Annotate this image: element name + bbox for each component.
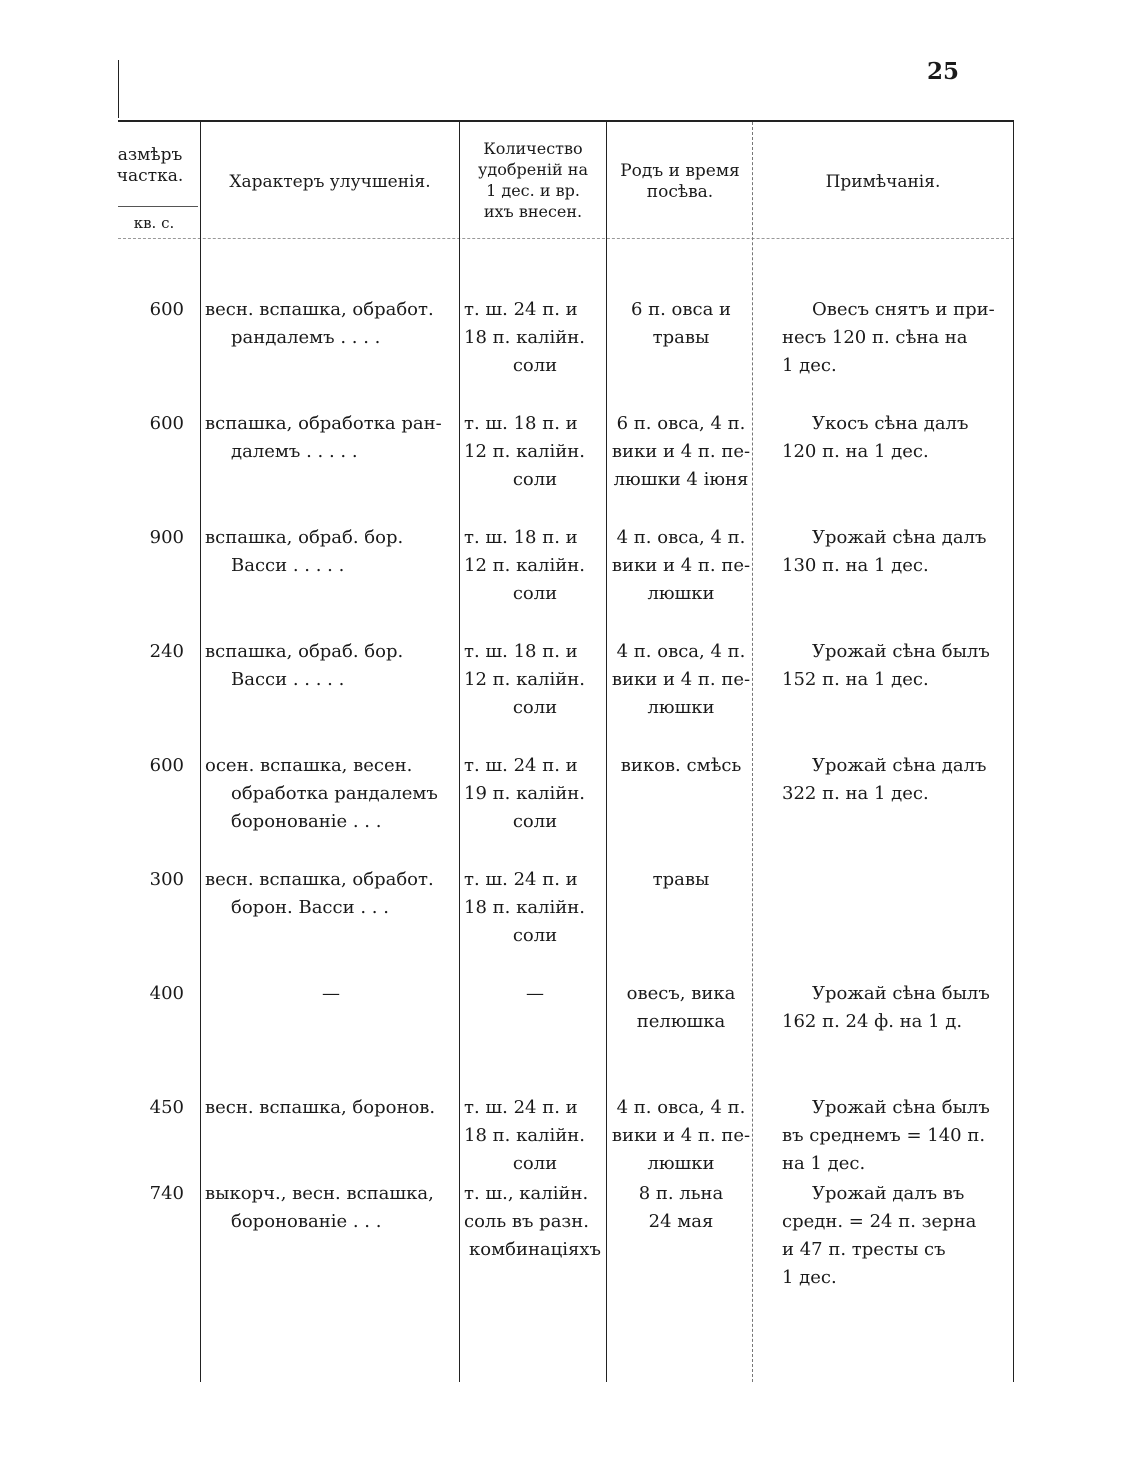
- header-fertilizer: Количество удобреній на 1 дес. и вр. ихъ внесен.: [478, 139, 588, 221]
- cell-fertilizer: т. ш. 24 п. и 18 п. калійн. соли: [464, 1097, 585, 1174]
- cell-fertilizer: т. ш. 24 п. и 18 п. калійн. соли: [464, 299, 585, 376]
- header-size-unit: кв. с.: [133, 213, 175, 232]
- col-divider-1: [200, 122, 201, 1382]
- cell-sowing: 4 п. овса, 4 п. вики и 4 п. пе- люшки: [611, 641, 751, 718]
- cell-character: осен. вспашка, весен. обработка рандалемъ боронованіе . . .: [205, 755, 438, 832]
- cell-sowing: 4 п. овса, 4 п. вики и 4 п. пе- люшки: [611, 1097, 751, 1174]
- cell-size: 900: [149, 527, 184, 548]
- cell-notes: Урожай сѣна далъ 130 п. на 1 дес.: [782, 527, 987, 576]
- header-character: Характеръ улучшенія.: [229, 171, 431, 192]
- cell-size: 600: [149, 299, 184, 320]
- header-size: азмѣръ частка.: [116, 145, 184, 186]
- cell-size: 600: [149, 413, 184, 434]
- cell-sowing: 6 п. овса, 4 п. вики и 4 п. пе- люшки 4 іюня: [611, 413, 751, 490]
- cell-character: —: [322, 983, 340, 1004]
- right-border: [1013, 122, 1014, 1382]
- header-notes: Примѣчанія.: [825, 171, 941, 192]
- cell-notes: Урожай сѣна былъ 162 п. 24 ф. на 1 д.: [782, 983, 990, 1032]
- cell-fertilizer: т. ш. 18 п. и 12 п. калійн. соли: [464, 413, 585, 490]
- cell-sowing: виков. смѣсь: [620, 755, 742, 776]
- cell-size: 600: [149, 755, 184, 776]
- cell-character: выкорч., весн. вспашка, боронованіе . . .: [205, 1183, 434, 1232]
- cell-fertilizer: т. ш. 18 п. и 12 п. калійн. соли: [464, 527, 585, 604]
- cell-sowing: 4 п. овса, 4 п. вики и 4 п. пе- люшки: [611, 527, 751, 604]
- cell-character: вспашка, обраб. бор. Васси . . . . .: [205, 641, 404, 690]
- cell-sowing: овесъ, вика пелюшка: [626, 983, 736, 1032]
- cell-notes: Урожай сѣна былъ въ среднемъ = 140 п. на 1 дес.: [782, 1097, 990, 1174]
- cell-fertilizer: т. ш. 24 п. и 18 п. калійн. соли: [464, 869, 585, 946]
- cell-character: вспашка, обраб. бор. Васси . . . . .: [205, 527, 404, 576]
- cell-fertilizer: т. ш. 24 п. и 19 п. калійн. соли: [464, 755, 585, 832]
- cell-notes: Укосъ сѣна далъ 120 п. на 1 дес.: [782, 413, 969, 462]
- top-rule: [118, 120, 1014, 122]
- cell-size: 240: [149, 641, 184, 662]
- cell-character: весн. вспашка, обработ. рандалемъ . . . .: [205, 299, 434, 348]
- cell-notes: Урожай сѣна былъ 152 п. на 1 дес.: [782, 641, 990, 690]
- col-divider-2: [459, 122, 460, 1382]
- unit-rule: [118, 206, 198, 207]
- cell-notes: Овесъ снятъ и при- несъ 120 п. сѣна на 1 дес.: [782, 299, 995, 376]
- cell-notes: Урожай далъ въ средн. = 24 п. зерна и 47 п. тресты съ 1 дес.: [782, 1183, 977, 1288]
- cell-size: 450: [149, 1097, 184, 1118]
- cell-fertilizer: т. ш., калійн. соль въ разн. комбинаціяхъ: [464, 1183, 601, 1260]
- cell-notes: Урожай сѣна далъ 322 п. на 1 дес.: [782, 755, 987, 804]
- cell-sowing: 8 п. льна 24 мая: [638, 1183, 724, 1232]
- cell-fertilizer: т. ш. 18 п. и 12 п. калійн. соли: [464, 641, 585, 718]
- cell-character: весн. вспашка, боронов.: [205, 1097, 436, 1118]
- col-divider-3: [606, 122, 607, 1382]
- cell-sowing: 6 п. овса и травы: [630, 299, 732, 348]
- cell-character: весн. вспашка, обработ. борон. Васси . . .: [205, 869, 434, 918]
- cell-size: 400: [149, 983, 184, 1004]
- cell-sowing: травы: [652, 869, 710, 890]
- header-sowing: Родъ и время посѣва.: [620, 161, 740, 202]
- cell-fertilizer: —: [526, 983, 544, 1004]
- cell-character: вспашка, обработка ран- далемъ . . . . .: [205, 413, 442, 462]
- col-divider-4: [752, 122, 754, 1382]
- header-bottom-rule: [118, 238, 1014, 239]
- page-number: 25: [927, 58, 960, 85]
- cell-size: 300: [149, 869, 184, 890]
- cell-size: 740: [149, 1183, 184, 1204]
- left-margin-line: [118, 60, 119, 118]
